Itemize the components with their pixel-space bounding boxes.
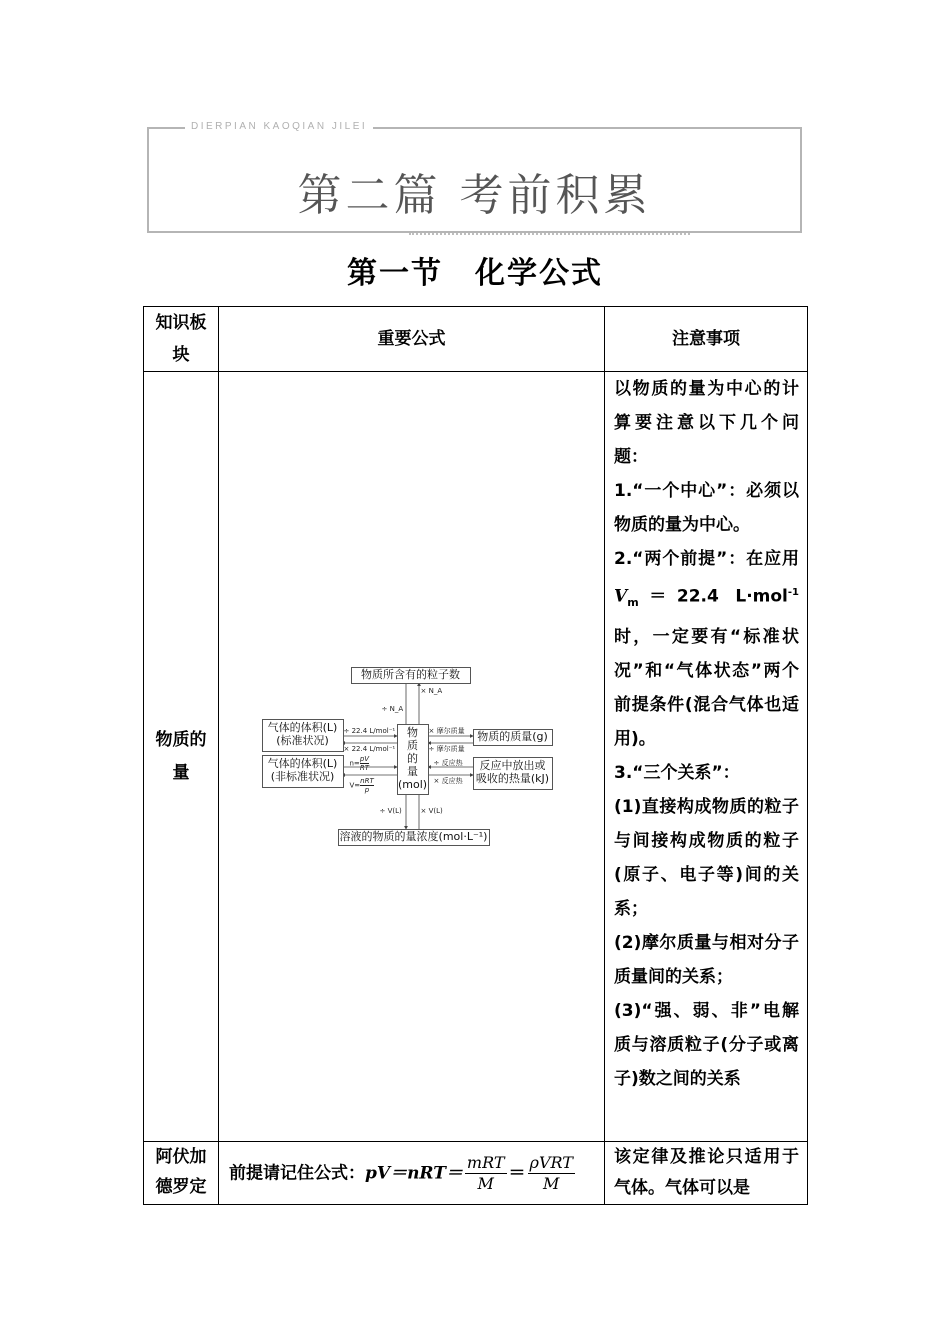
mole-concept-diagram — [262, 667, 562, 847]
formula-cell — [219, 372, 605, 1142]
header-knowledge: 知识板块 — [144, 307, 219, 372]
table-row — [144, 1142, 808, 1205]
box-concentration: 溶液的物质的量浓度(mol·L⁻¹) — [338, 829, 490, 846]
ideal-gas-formula: 前提请记住公式：pV＝nRT＝ $\frac{\text{mRT}}{M}$ ＝ $\frac{\text{ρVRT}}{M}$ — [229, 1152, 573, 1193]
category-cell: 物质的量 — [144, 372, 219, 1142]
note-point-1: 1.“一个中心”：必须以物质的量为中心。 — [614, 481, 799, 535]
fraction-rhovrt-m: $\frac{\text{ρVRT}}{M}$ — [529, 1152, 573, 1193]
banner-subtitle: DIERPIAN KAOQIAN JILEI — [185, 121, 373, 132]
banner-dotted-rule — [409, 233, 690, 235]
label-div-vm: ÷ 22.4 L/mol⁻¹ — [343, 726, 396, 735]
box-reaction-heat: 反应中放出或 吸收的热量(kJ) — [473, 757, 553, 790]
note-point-2: 2.“两个前提”：在应用 $V_m=22.4$ L·mol$^{-1}$时，一定要有“标准状况”和“气体状态”两个前提条件(混合气体也适用)。 — [614, 549, 799, 750]
label-mul-q: × 反应热 — [433, 776, 463, 785]
label-div-na: ÷ N_A — [381, 704, 404, 713]
notes-cell: 该定律及推论只适用于气体。气体可以是 — [605, 1142, 808, 1205]
section-title-number: 第一节 — [347, 256, 443, 291]
table-header-row — [144, 307, 808, 372]
label-n-formula: n= $\frac{pV}{RT}$ — [349, 754, 370, 772]
note-point-3-1: (1)直接构成物质的粒子与间接构成物质的粒子(原子、电子等)间的关系； — [614, 797, 799, 920]
section-title-text: 化学公式 — [475, 256, 603, 291]
chapter-banner — [147, 121, 802, 233]
box-moles-center: 物 质 的 量 (mol) — [397, 724, 429, 795]
box-particle-count: 物质所含有的粒子数 — [351, 667, 471, 684]
table-row — [144, 372, 808, 1142]
header-formula: 重要公式 — [219, 307, 605, 372]
label-mul-v: × V(L) — [420, 806, 443, 815]
box-gas-volume-nonstd: 气体的体积(L) (非标准状况) — [262, 755, 344, 788]
label-v-formula: V= nRT p — [349, 776, 374, 794]
label-div-q: ÷ 反应热 — [433, 758, 463, 767]
label-mul-vm: × 22.4 L/mol⁻¹ — [343, 744, 396, 753]
note-intro: 以物质的量为中心的计算要注意以下几个问题： — [614, 379, 799, 467]
box-mass: 物质的质量(g) — [473, 729, 553, 746]
fraction-mrt-m: $\frac{\text{mRT}}{M}$ — [466, 1152, 505, 1193]
note-point-3-3: (3)“强、弱、非”电解质与溶质粒子(分子或离子)数之间的关系 — [614, 1001, 799, 1090]
header-notes: 注意事项 — [605, 307, 808, 372]
label-mul-na: × N_A — [420, 686, 443, 695]
label-div-m: ÷ 摩尔质量 — [428, 744, 465, 753]
section-title — [0, 248, 950, 292]
category-cell: 阿伏加德罗定 — [144, 1142, 219, 1205]
label-div-v: ÷ V(L) — [379, 806, 402, 815]
notes-cell — [605, 372, 808, 1142]
note-point-3-2: (2)摩尔质量与相对分子质量间的关系； — [614, 933, 799, 988]
formula-table — [143, 306, 808, 1205]
note-point-3: 3.“三个关系”： — [614, 763, 740, 784]
banner-title: 第二篇 考前积累 — [297, 170, 652, 221]
label-mul-m: × 摩尔质量 — [428, 726, 465, 735]
box-gas-volume-std: 气体的体积(L) (标准状况) — [262, 719, 344, 752]
formula-cell — [219, 1142, 605, 1205]
